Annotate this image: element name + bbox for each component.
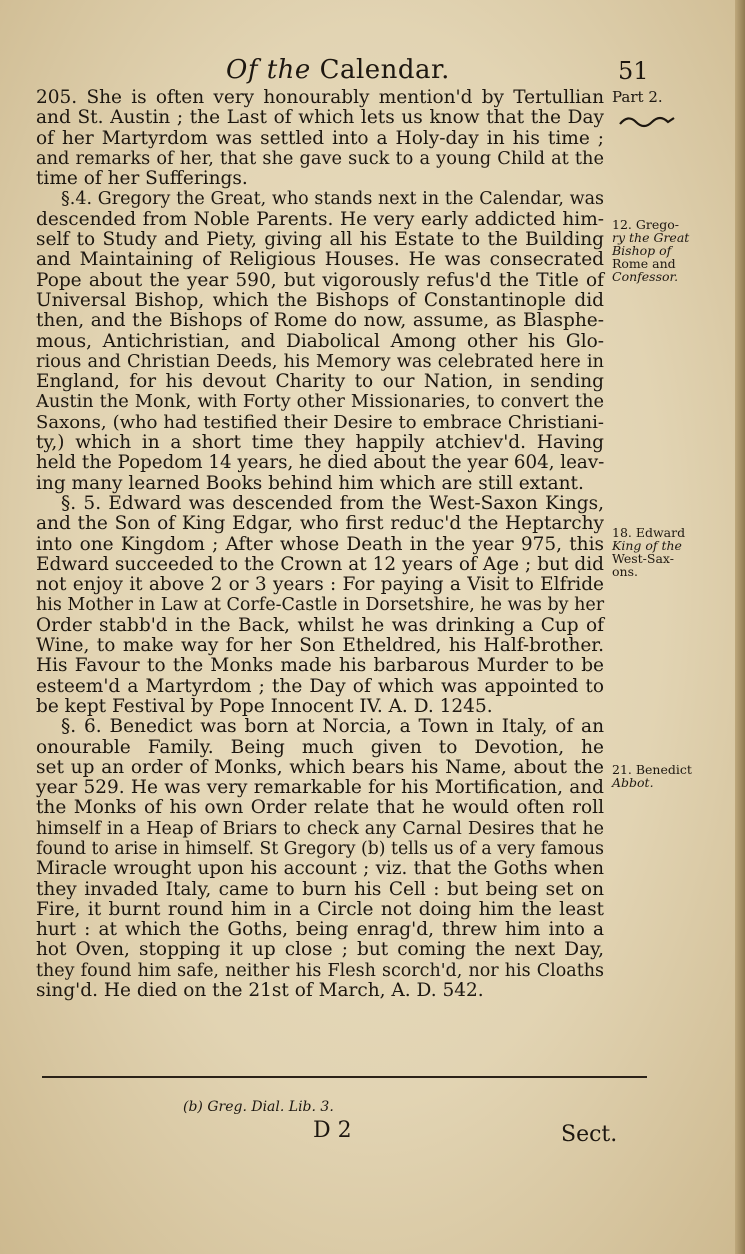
margin-note-edward-line: West-Sax- bbox=[612, 551, 674, 566]
text-line: year 529. He was very remarkable for his Mortification, and bbox=[36, 777, 604, 799]
text-line: Order stabb'd in the Back, whilst he was drinking a Cup of bbox=[36, 614, 604, 636]
text-line: held the Popedom 14 years, he died about the year 604, leav- bbox=[36, 452, 605, 474]
text-line: then, and the Bishops of Rome do now, assume, as Blasphe- bbox=[36, 310, 604, 332]
margin-note-benedict-line: 21. Benedict bbox=[612, 762, 692, 777]
margin-note-gregory-line: ry the Great bbox=[612, 230, 690, 245]
text-line: England, for his devout Charity to our Nation, in sending bbox=[36, 371, 604, 393]
running-head-title bbox=[226, 55, 450, 85]
text-line: Fire, it burnt round him in a Circle not doing him the least bbox=[36, 898, 604, 920]
running-head-title-roman: Calendar. bbox=[319, 55, 450, 85]
text-line: §. 6. Benedict was born at Norcia, a Town in Italy, of an bbox=[61, 716, 604, 738]
text-line: his Mother in Law at Corfe-Castle in Dorsetshire, he was by her bbox=[36, 595, 605, 616]
text-line: hot Oven, stopping it up close ; but coming the next Day, bbox=[36, 939, 604, 961]
margin-note-gregory-line: Rome and bbox=[612, 256, 676, 271]
text-line: onourable Family. Being much given to Devotion, he bbox=[36, 736, 604, 758]
margin-note-gregory-line: 12. Grego- bbox=[612, 217, 679, 232]
text-line: they invaded Italy, came to burn his Cell : but being set on bbox=[36, 878, 604, 900]
text-line: hurt : at which the Goths, being enrag'd, threw him into a bbox=[36, 919, 604, 941]
margin-note-benedict bbox=[612, 763, 742, 789]
margin-note-part: Part 2. bbox=[612, 88, 663, 106]
signature-mark: D 2 bbox=[313, 1118, 352, 1143]
text-line: esteem'd a Martyrdom ; the Day of which was appointed to bbox=[36, 675, 604, 697]
margin-note-edward-line: 18. Edward bbox=[612, 525, 686, 540]
text-line: not enjoy it above 2 or 3 years : For paying a Visit to Elfride bbox=[36, 574, 604, 596]
margin-note-gregory bbox=[612, 218, 742, 283]
margin-note-edward-line: ons. bbox=[612, 564, 638, 579]
text-line: into one Kingdom ; After whose Death in the year 975, this bbox=[36, 533, 604, 555]
footnote: (b) Greg. Dial. Lib. 3. bbox=[183, 1099, 334, 1115]
margin-note-edward-line: King of the bbox=[612, 538, 682, 553]
text-line: sing'd. He died on the 21st of March, A. D. 542. bbox=[36, 980, 484, 1002]
text-line: set up an order of Monks, which bears his Name, about the bbox=[36, 756, 604, 778]
text-line: Miracle wrought upon his account ; viz. that the Goths when bbox=[36, 858, 604, 880]
margin-note-benedict-line: Abbot. bbox=[612, 775, 654, 790]
text-line: be kept Festival by Pope Innocent IV. A. D. 1245. bbox=[36, 695, 493, 717]
text-line: §.4. Gregory the Great, who stands next in the Calendar, was bbox=[61, 189, 604, 210]
text-line: and Maintaining of Religious Houses. He was consecrated bbox=[36, 249, 604, 271]
text-line: rious and Christian Deeds, his Memory was celebrated here in bbox=[36, 351, 604, 372]
text-line: self to Study and Piety, giving all his Estate to the Building bbox=[36, 229, 604, 251]
running-head-title-italic: Of the bbox=[226, 55, 311, 85]
text-line: time of her Sufferings. bbox=[36, 168, 248, 190]
margin-note-gregory-line: Confessor. bbox=[612, 269, 679, 284]
page-number: 51 bbox=[618, 57, 649, 85]
page-edge bbox=[735, 0, 745, 1254]
running-head bbox=[0, 55, 745, 89]
text-line: and the Son of King Edgar, who first reduc'd the Heptarchy bbox=[36, 513, 604, 535]
text-line: himself in a Heap of Briars to check any Carnal Desires that he bbox=[36, 818, 604, 839]
margin-note-edward bbox=[612, 526, 742, 578]
footnote-rule bbox=[42, 1076, 647, 1078]
text-line: they found him safe, neither his Flesh scorch'd, nor his Cloaths bbox=[36, 960, 604, 981]
text-line: and St. Austin ; the Last of which lets us know that the Day bbox=[36, 107, 604, 129]
catchword: Sect. bbox=[561, 1122, 618, 1147]
text-line: Universal Bishop, which the Bishops of Constantinople did bbox=[36, 289, 604, 311]
text-line: Wine, to make way for her Son Etheldred, his Half-brother. bbox=[36, 635, 604, 657]
text-line: found to arise in himself. St Gregory (b) tells us of a very famous bbox=[36, 838, 604, 859]
text-line: the Monks of his own Order relate that he would often roll bbox=[36, 797, 604, 819]
text-line: Austin the Monk, with Forty other Missionaries, to convert the bbox=[36, 392, 604, 413]
flourish-ornament bbox=[618, 112, 678, 132]
text-line: §. 5. Edward was descended from the West-Saxon Kings, bbox=[61, 492, 604, 514]
text-line: descended from Noble Parents. He very early addicted him- bbox=[36, 208, 604, 230]
text-line: ing many learned Books behind him which are still extant. bbox=[36, 472, 584, 494]
body-text bbox=[36, 88, 604, 1001]
text-line: and remarks of her, that she gave suck to a young Child at the bbox=[36, 148, 604, 169]
text-line: His Favour to the Monks made his barbarous Murder to be bbox=[36, 655, 604, 677]
text-line: mous, Antichristian, and Diabolical Among other his Glo- bbox=[36, 330, 604, 352]
text-line: Edward succeeded to the Crown at 12 years of Age ; but did bbox=[36, 553, 604, 575]
margin-note-gregory-line: Bishop of bbox=[612, 243, 672, 258]
text-line: of her Martyrdom was settled into a Holy-day in his time ; bbox=[36, 127, 604, 149]
text-line: 205. She is often very honourably mention'd by Tertullian bbox=[36, 87, 604, 108]
text-line: Saxons, (who had testified their Desire to embrace Christiani- bbox=[36, 411, 604, 433]
text-line: Pope about the year 590, but vigorously refus'd the Title of bbox=[36, 269, 604, 291]
text-line: ty,) which in a short time they happily atchiev'd. Having bbox=[36, 432, 604, 454]
